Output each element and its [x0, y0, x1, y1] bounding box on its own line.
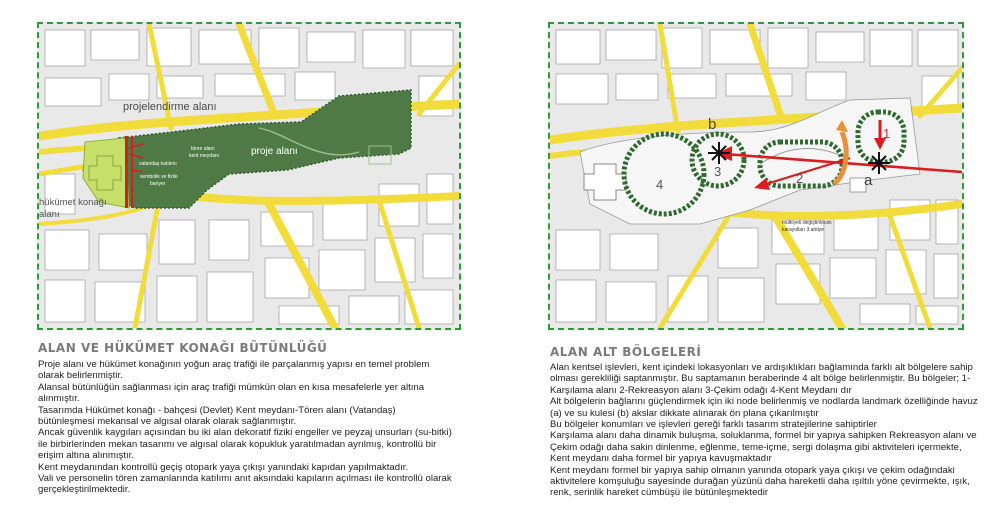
sembolik-label-line1: sembolik ve fiziki: [140, 174, 178, 180]
right-paragraph: Alan kentsel işlevleri, kent içindeki lokasyonları ve ardışıklıkları bağlamında farklı alt bölgelere sahip olması gerekliliği saptanmıştır. Bu saptamanın beraberinde 4 alt bölge belirlenmiştir. Bu bölgeler; 1-Karşılama alanı 2-Rekreasyon alanı 3-Çekim odağı 4-Kent Meydanı dır: [550, 362, 973, 396]
left-paragraph: Tasarımda Hükümet konağı - bahçesi (Devlet) Kent meydanı-Tören alanı (Vatandaş) bütünleşmesi mekansal ve algısal olarak olarak sağlanmıştır.: [38, 404, 396, 428]
vatandas-label: vatandaş katılımı: [139, 161, 177, 167]
left-site-map: [37, 22, 461, 330]
zone-4-label: 4: [656, 177, 664, 192]
toren-label-line2: kent meydanı: [189, 153, 220, 159]
left-heading: ALAN VE HÜKÜMET KONAĞI BÜTÜNLÜĞÜ: [38, 341, 328, 355]
left-paragraph: Kent meydanından kontrollü geçiş otopark yaya çıkışı yanındaki kapıdan yapılmaktadır.: [38, 461, 409, 473]
hukumet-label-line2: alanı: [39, 209, 60, 220]
right-paragraph: Bu bölgeler konumları ve işlevleri gereği farklı tasarım stratejilerine sahiptirler: [550, 419, 877, 431]
left-paragraph: Alansal bütünlüğün sağlanması için araç trafiği mümkün olan en kısa mesafelerle yer altına alınmıştır.: [38, 381, 425, 405]
right-body: [550, 362, 980, 499]
right-site-map: [548, 22, 964, 330]
proje-alani-label: proje alanı: [251, 146, 298, 157]
sembolik-label-line2: bariyer: [150, 181, 166, 187]
left-panel: [0, 0, 470, 525]
node-a-label: a: [864, 172, 873, 189]
mulkiyet-label-line2: karayolları 3.atölye: [782, 227, 824, 233]
right-heading: ALAN ALT BÖLGELERİ: [550, 345, 702, 359]
left-paragraph: Vali ve personelin tören zamanlarında katılımı anıt aksındaki kapıların açılması ile kontrollü olarak gerçekleştirilmektedir.: [38, 473, 452, 496]
toren-label-line1: tören alanı: [191, 146, 215, 152]
left-paragraph: Proje alanı ve hükümet konağının yoğun araç trafiği ile parçalanmış yapısı en temel problem olarak belirlenmiştir.: [38, 359, 430, 382]
left-map-graphic: [39, 24, 459, 328]
right-paragraph: Karşılama alanı daha dinamik buluşma, soluklanma, formel bir yapıya sahipken Rekreasyon alanı ve Çekim odağı daha sakin dinlenme, eğlenme, teme-içme, sergi dolaşma gibi aktiviteleri içermekte, Kent meydanı daha formel bir yapıya kavuşmaktadır: [550, 430, 977, 465]
mulkiyet-label-line1: mülkiyeti değiştirilecek: [782, 220, 832, 226]
zone-2-label: 2: [796, 171, 804, 186]
right-panel: [520, 0, 1000, 525]
right-map-graphic: [550, 24, 962, 328]
hukumet-label-line1: hükümet konağı: [39, 197, 107, 208]
left-paragraph: Ancak güvenlik kaygıları açısından bu iki alan dekoratif fiziki engeller ve peyzaj unsurları (su-bitki) ile birbirlerinden mekan tasarımı ve algısal olarak kopukluk yaratılmadan ayrılmış, kontrollü bir erişim altına alınmıştır.: [38, 427, 452, 462]
right-paragraph: Kent meydanı formel bir yapıya sahip olmanın yanında otopark yaya çıkışı ve çekim odağındaki aktivitelere komşuluğu sayesinde durağan yüzünü daha hareketli daha ışıltılı yöne çevirmekte, ışık, renk, serinlik hareket cümbüşü ile bütünleşmektedir: [550, 464, 970, 499]
right-paragraph: Alt bölgelerin bağlarını güçlendirmek için iki node belirlenmiş ve nodlarda landmark özelliğinde havuz (a) ve su kulesi (b) akslar dikkate alınarak ön plana çıkarılmıştır: [550, 396, 978, 419]
node-b-label: b: [708, 116, 717, 133]
zone-1-label: 1: [883, 126, 891, 141]
left-body: [38, 359, 453, 496]
projelendirme-label: projelendirme alanı: [123, 101, 217, 113]
zone-3-label: 3: [714, 164, 722, 179]
